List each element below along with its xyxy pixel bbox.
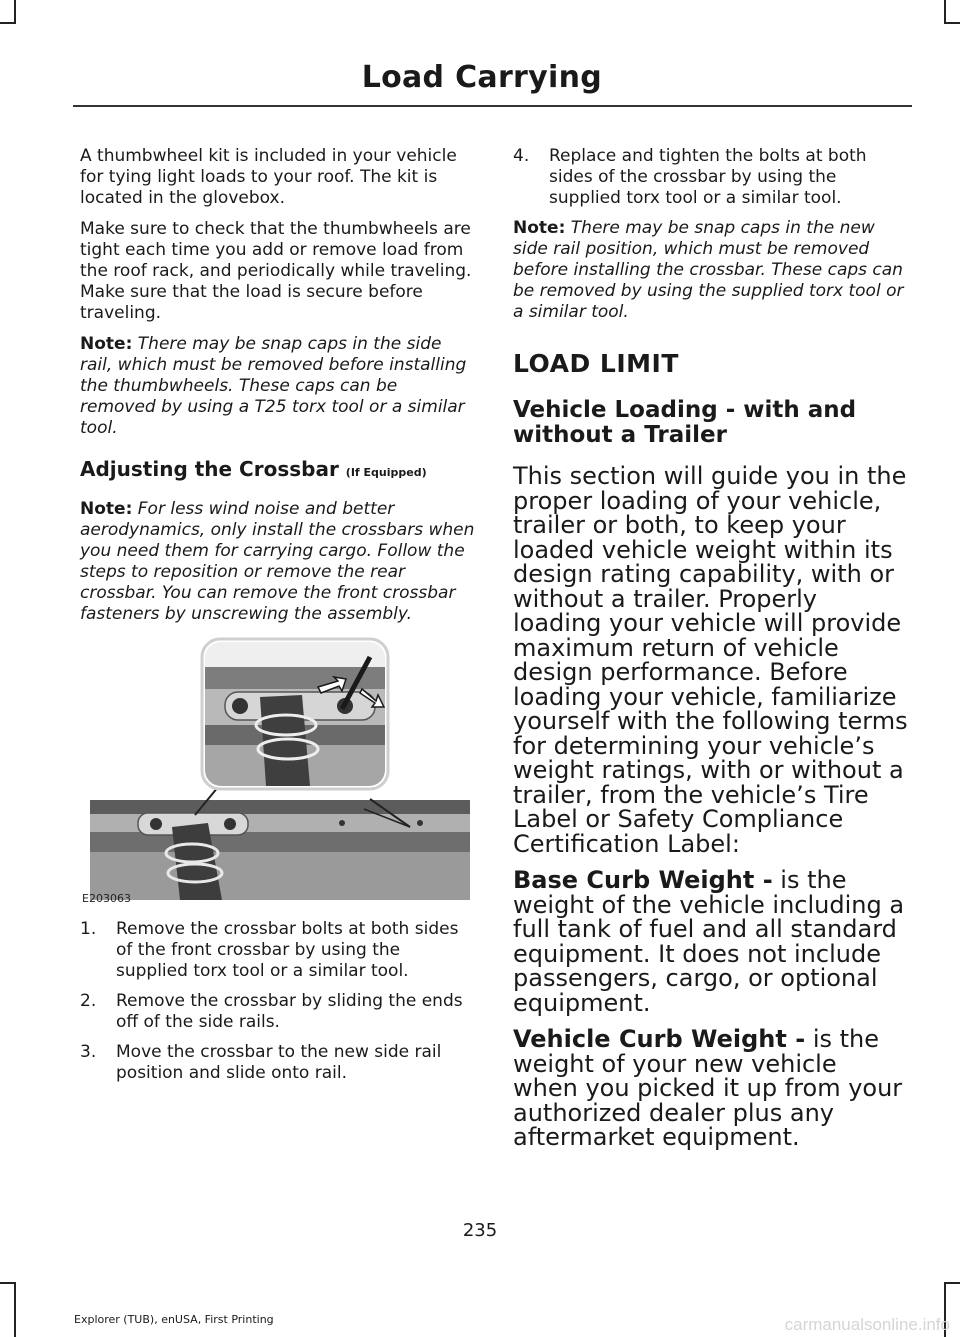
heading-suffix: (If Equipped) [345,466,427,479]
steps-list [513,146,909,209]
crop-mark [14,1282,16,1337]
list-item [80,991,476,1033]
definition [513,1027,909,1150]
right-column [513,146,909,1162]
note [80,499,476,625]
subsection-title: Vehicle Loading - with and without a Trailer [513,397,857,448]
list-item [513,146,909,209]
paragraph: Make sure to check that the thumbwheels are tight each time you add or remove load from the roof rack, and periodically while traveling. Make sure that the load is secure before traveling. [80,219,472,323]
note-text: There may be snap caps in the side rail, which must be removed before installing the thumbwheels. These caps can be removed by using a T25 torx tool or a similar tool. [80,334,467,438]
watermark: carmanualsonline.info [784,1315,950,1334]
crossbar-illustration [80,637,470,905]
page-title: Load Carrying [361,60,602,95]
step-number: 1. [80,919,97,939]
list-item [80,919,476,982]
section-title: LOAD LIMIT [513,349,679,378]
figure-code: E203063 [82,892,131,905]
step-text: Remove the crossbar bolts at both sides of the front crossbar by using the supplied torx tool or a similar tool. [116,919,459,981]
note [513,218,909,323]
note-label: Note: [513,218,566,238]
step-text: Move the crossbar to the new side rail position and slide onto rail. [116,1042,442,1083]
crop-mark [14,0,16,22]
crop-mark [0,1282,16,1284]
definition-text: is the weight of your new vehicle when you picked it up from your authorized dealer plus any aftermarket equipment. [513,1025,903,1151]
step-text: Replace and tighten the bolts at both sides of the crossbar by using the supplied torx tool or a similar tool. [549,146,867,208]
crop-mark [944,1282,960,1284]
page-number: 235 [462,1220,498,1241]
list-item [80,1042,476,1084]
step-number: 2. [80,991,97,1011]
note [80,334,476,439]
step-number: 4. [513,146,530,166]
step-text: Remove the crossbar by sliding the ends off of the side rails. [116,991,463,1032]
crop-mark [0,22,16,24]
crossbar-drawing [80,637,470,905]
definition-text: is the weight of the vehicle including a full tank of fuel and all standard equipment. It does not include passengers, cargo, or optional equipment. [513,866,905,1017]
section-heading [80,457,476,485]
intro-paragraph: This section will guide you in the proper loading of your vehicle, trailer or both, to keep your loaded vehicle weight within its design rating capability, with or without a trailer. Properly loading your vehicle will provide maximum return of vehicle design performance. Before loading your vehicle, familiarize yourself with the following terms for determining your vehicle’s weight ratings, with or without a trailer, from the vehicle’s Tire Label or Safety Compliance Certification Label: [513,462,908,858]
term: Vehicle Curb Weight - [513,1025,806,1053]
footer-text: Explorer (TUB), enUSA, First Printing [74,1313,274,1326]
paragraph: A thumbwheel kit is included in your vehicle for tying light loads to your roof. The kit is located in the glovebox. [80,146,457,208]
steps-list [80,919,476,1084]
note-label: Note: [80,499,133,519]
crop-mark [944,22,960,24]
heading-text: Adjusting the Crossbar [80,457,339,481]
definition [513,868,909,1015]
step-number: 3. [80,1042,97,1062]
header-divider [73,105,912,107]
left-column [80,146,476,1093]
note-text: For less wind noise and better aerodynamics, only install the crossbars when you need them for carrying cargo. Follow the steps to reposition or remove the rear crossbar. You can remove the front crossbar fasteners by unscrewing the assembly. [80,499,475,624]
term: Base Curb Weight - [513,866,773,894]
note-label: Note: [80,334,133,354]
note-text: There may be snap caps in the new side rail position, which must be removed before installing the crossbar. These caps can be removed by using the supplied torx tool or a similar tool. [513,218,904,322]
crop-mark [944,0,946,22]
